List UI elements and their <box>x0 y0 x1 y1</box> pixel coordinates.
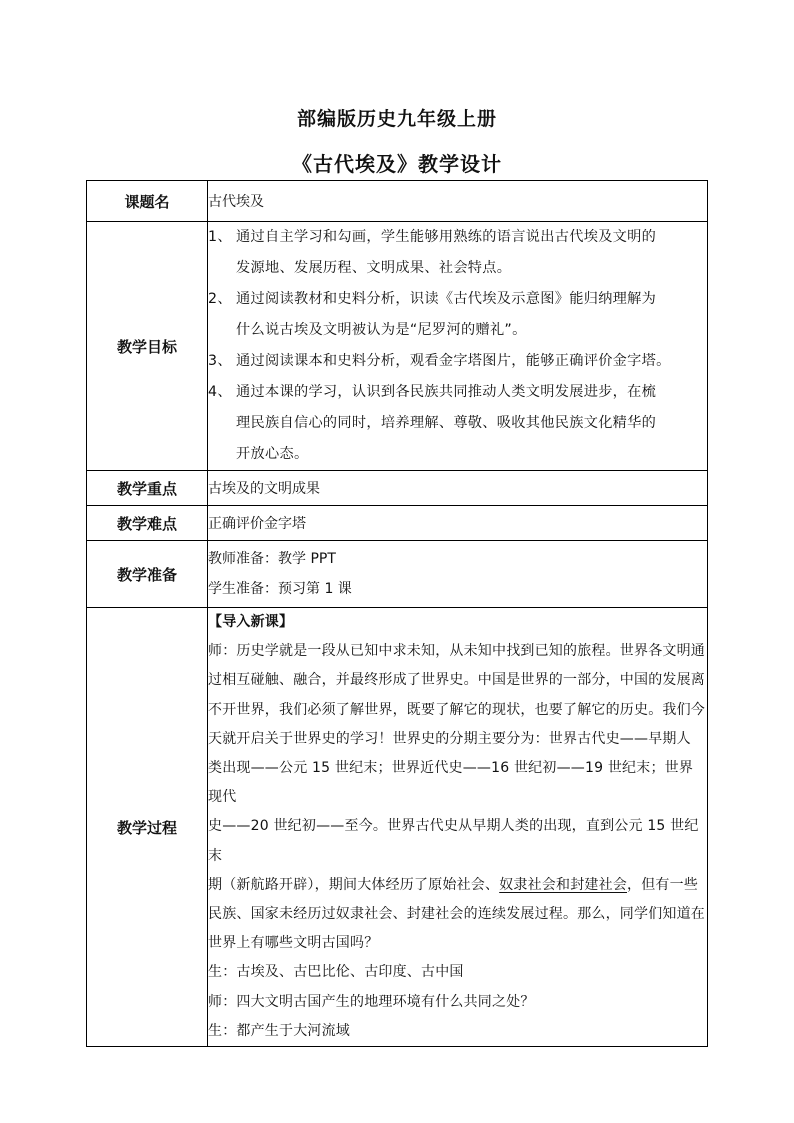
process-line: 师：四大文明古国产生的地理环境有什么共同之处？ <box>208 993 535 1010</box>
process-text: 期（新航路开辟），期间大体经历了原始社会、 <box>208 876 500 893</box>
row-key-point <box>87 471 708 506</box>
process-line: 史——20 世纪初——至今。世界古代史从早期人类的出现，直到公元 15 世纪末 <box>208 818 699 864</box>
lesson-plan-table <box>86 180 708 1047</box>
goal-text: 通过阅读课本和史料分析，观看金字塔图片，能够正确评价金字塔。 <box>236 353 671 369</box>
row-difficulty <box>87 506 708 541</box>
row-topic <box>87 181 708 222</box>
goal-text: 通过自主学习和勾画，学生能够用熟练的语言说出古代埃及文明的 <box>236 229 657 245</box>
goal-text-cont: 开放心态。 <box>236 446 309 462</box>
preparation-content <box>208 541 708 608</box>
difficulty-value: 正确评价金字塔 <box>208 506 708 541</box>
goals-content <box>208 222 708 471</box>
document-title: 部编版历史九年级上册 <box>296 108 497 130</box>
underlined-term: 奴隶社会和封建社会 <box>499 876 628 893</box>
process-line: 天就开启关于世界史的学习！世界史的分期主要分为：世界古代史——早期人 <box>208 730 691 747</box>
goal-item-1 <box>208 222 707 284</box>
process-line: 师：历史学就是一段从已知中求未知，从未知中找到已知的旅程。世界各文明通 <box>208 643 705 660</box>
goal-number: 2、 <box>208 291 232 307</box>
topic-label: 课题名 <box>87 181 208 222</box>
goal-item-3 <box>208 346 707 377</box>
goal-number: 3、 <box>208 353 232 369</box>
process-line: 不开世界，我们必须了解世界，既要了解它的现状，也要了解它的历史。我们今 <box>208 701 705 718</box>
process-text: ，但有一些 <box>627 876 699 893</box>
goal-item-2 <box>208 284 707 346</box>
process-line: 类出现——公元 15 世纪末；世界近代史——16 世纪初——19 世纪末；世界现代 <box>208 760 694 806</box>
key-point-value: 古埃及的文明成果 <box>208 471 708 506</box>
goal-number: 4、 <box>208 384 232 400</box>
goal-item-4 <box>208 377 707 470</box>
goal-number: 1、 <box>208 229 232 245</box>
goal-text: 通过本课的学习，认识到各民族共同推动人类文明发展进步，在梳 <box>236 384 657 400</box>
goals-label: 教学目标 <box>87 222 208 471</box>
process-line <box>208 871 707 900</box>
student-preparation: 学生准备：预习第 1 课 <box>208 581 352 597</box>
goal-text-cont: 什么说古埃及文明被认为是“尼罗河的赠礼”。 <box>236 322 527 338</box>
row-goals <box>87 222 708 471</box>
process-line: 世界上有哪些文明古国吗？ <box>208 935 379 952</box>
teacher-preparation: 教师准备：教学 PPT <box>208 551 336 567</box>
goal-text: 通过阅读教材和史料分析，识读《古代埃及示意图》能归纳理解为 <box>236 291 657 307</box>
row-preparation <box>87 541 708 608</box>
process-line: 民族、国家未经历过奴隶社会、封建社会的连续发展过程。那么，同学们知道在 <box>208 906 705 923</box>
document-subtitle: 《古代埃及》教学设计 <box>292 152 502 176</box>
process-content <box>208 608 708 1047</box>
preparation-label: 教学准备 <box>87 541 208 608</box>
process-line: 过相互碰触、融合，并最终形成了世界史。中国是世界的一部分，中国的发展离 <box>208 672 705 689</box>
process-line: 生：古埃及、古巴比伦、古印度、古中国 <box>208 964 464 981</box>
process-heading: 【导入新课】 <box>208 614 294 630</box>
goal-text-cont: 理民族自信心的同时，培养理解、尊敬、吸收其他民族文化精华的 <box>236 415 657 431</box>
process-label: 教学过程 <box>87 608 208 1047</box>
row-process <box>87 608 708 1047</box>
topic-value: 古代埃及 <box>208 181 708 222</box>
goal-text-cont: 发源地、发展历程、文明成果、社会特点。 <box>236 260 512 276</box>
process-line: 生：都产生于大河流域 <box>208 1022 350 1039</box>
key-point-label: 教学重点 <box>87 471 208 506</box>
difficulty-label: 教学难点 <box>87 506 208 541</box>
